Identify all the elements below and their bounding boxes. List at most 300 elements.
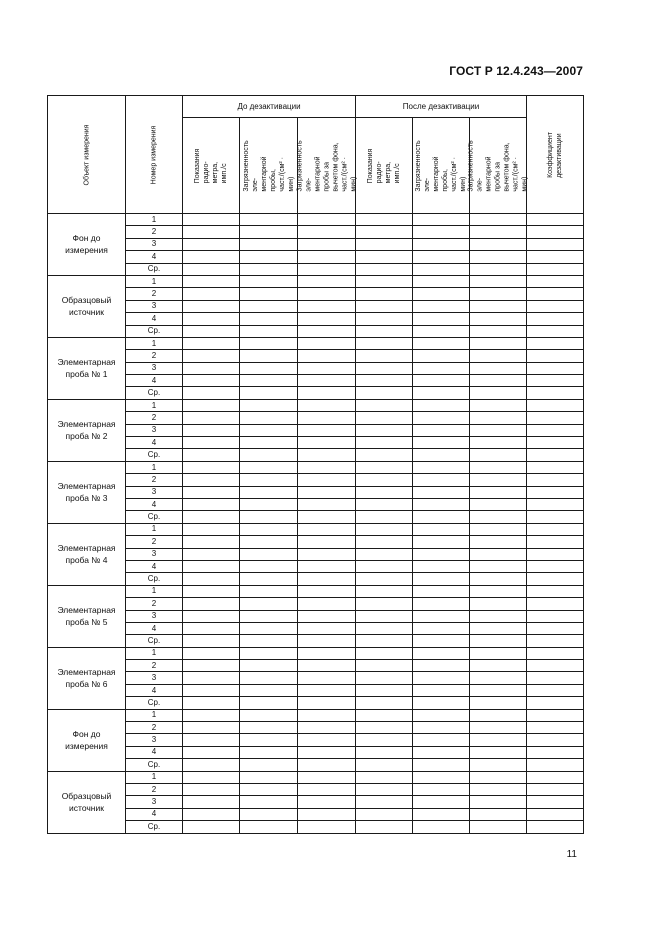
value-cell xyxy=(183,424,240,436)
value-cell xyxy=(413,573,470,585)
value-cell xyxy=(240,783,298,795)
measurement-number-cell: 2 xyxy=(126,350,183,362)
value-cell xyxy=(356,375,413,387)
table-row xyxy=(48,647,584,659)
value-cell xyxy=(470,437,527,449)
value-cell xyxy=(298,622,356,634)
value-cell xyxy=(356,722,413,734)
value-cell xyxy=(470,226,527,238)
value-cell xyxy=(240,734,298,746)
value-cell xyxy=(413,808,470,820)
table-row xyxy=(48,350,584,362)
value-cell xyxy=(470,313,527,325)
value-cell xyxy=(356,275,413,287)
value-cell xyxy=(356,474,413,486)
table-row xyxy=(48,387,584,399)
value-cell xyxy=(356,635,413,647)
measurement-number-cell: Ср. xyxy=(126,635,183,647)
value-cell xyxy=(240,399,298,411)
value-cell xyxy=(240,684,298,696)
value-cell xyxy=(356,697,413,709)
value-cell xyxy=(413,746,470,758)
value-cell xyxy=(240,672,298,684)
measurement-number-cell: 4 xyxy=(126,498,183,510)
measurement-number-cell: 1 xyxy=(126,275,183,287)
value-cell xyxy=(527,548,584,560)
table-row xyxy=(48,325,584,337)
value-cell xyxy=(527,523,584,535)
value-cell xyxy=(298,523,356,535)
value-cell xyxy=(240,722,298,734)
value-cell xyxy=(356,325,413,337)
value-cell xyxy=(527,461,584,473)
value-cell xyxy=(413,399,470,411)
value-cell xyxy=(298,821,356,833)
value-cell xyxy=(470,399,527,411)
value-cell xyxy=(527,498,584,510)
value-cell xyxy=(356,759,413,771)
header-before-contamination-net xyxy=(298,118,356,214)
value-cell xyxy=(470,350,527,362)
table-row xyxy=(48,337,584,349)
value-cell xyxy=(470,660,527,672)
value-cell xyxy=(470,412,527,424)
value-cell xyxy=(183,722,240,734)
value-cell xyxy=(183,684,240,696)
value-cell xyxy=(240,300,298,312)
value-cell xyxy=(183,635,240,647)
value-cell xyxy=(527,300,584,312)
value-cell xyxy=(298,375,356,387)
value-cell xyxy=(413,412,470,424)
value-cell xyxy=(240,610,298,622)
value-cell xyxy=(240,313,298,325)
value-cell xyxy=(298,672,356,684)
value-cell xyxy=(240,759,298,771)
value-cell xyxy=(240,486,298,498)
value-cell xyxy=(470,746,527,758)
measurement-number-cell: 1 xyxy=(126,647,183,659)
value-cell xyxy=(470,734,527,746)
value-cell xyxy=(240,238,298,250)
value-cell xyxy=(413,684,470,696)
table-row xyxy=(48,461,584,473)
value-cell xyxy=(356,783,413,795)
value-cell xyxy=(240,474,298,486)
value-cell xyxy=(356,461,413,473)
measurement-number-cell: 4 xyxy=(126,684,183,696)
table-row xyxy=(48,523,584,535)
table-row xyxy=(48,560,584,572)
value-cell xyxy=(240,796,298,808)
value-cell xyxy=(413,610,470,622)
value-cell xyxy=(470,672,527,684)
object-cell: Элементарная проба № 1 xyxy=(48,337,126,399)
measurement-number-cell: 2 xyxy=(126,536,183,548)
value-cell xyxy=(470,647,527,659)
value-cell xyxy=(413,560,470,572)
value-cell xyxy=(183,474,240,486)
value-cell xyxy=(298,560,356,572)
value-cell xyxy=(413,722,470,734)
value-cell xyxy=(413,275,470,287)
measurement-number-cell: 1 xyxy=(126,523,183,535)
value-cell xyxy=(527,635,584,647)
value-cell xyxy=(527,684,584,696)
value-cell xyxy=(356,796,413,808)
value-cell xyxy=(183,560,240,572)
header-after-reading-label: Показания радио- метра, имп./с xyxy=(367,148,402,183)
measurement-number-cell: 3 xyxy=(126,362,183,374)
value-cell xyxy=(527,263,584,275)
value-cell xyxy=(470,288,527,300)
measurement-number-cell: 1 xyxy=(126,585,183,597)
measurement-number-cell: 2 xyxy=(126,226,183,238)
value-cell xyxy=(470,486,527,498)
measurement-number-cell: 4 xyxy=(126,622,183,634)
value-cell xyxy=(527,375,584,387)
value-cell xyxy=(298,709,356,721)
value-cell xyxy=(183,598,240,610)
value-cell xyxy=(470,684,527,696)
value-cell xyxy=(413,498,470,510)
table-row xyxy=(48,610,584,622)
value-cell xyxy=(527,783,584,795)
value-cell xyxy=(298,461,356,473)
table-row xyxy=(48,672,584,684)
value-cell xyxy=(183,771,240,783)
value-cell xyxy=(298,214,356,226)
value-cell xyxy=(298,796,356,808)
value-cell xyxy=(527,746,584,758)
value-cell xyxy=(183,585,240,597)
value-cell xyxy=(413,362,470,374)
value-cell xyxy=(470,722,527,734)
value-cell xyxy=(413,635,470,647)
value-cell xyxy=(183,734,240,746)
value-cell xyxy=(527,697,584,709)
value-cell xyxy=(413,424,470,436)
value-cell xyxy=(298,275,356,287)
value-cell xyxy=(183,709,240,721)
value-cell xyxy=(356,734,413,746)
value-cell xyxy=(356,771,413,783)
measurement-number-cell: Ср. xyxy=(126,325,183,337)
value-cell xyxy=(240,375,298,387)
value-cell xyxy=(413,672,470,684)
value-cell xyxy=(470,548,527,560)
value-cell xyxy=(298,573,356,585)
table-row xyxy=(48,585,584,597)
value-cell xyxy=(470,523,527,535)
value-cell xyxy=(470,622,527,634)
measurement-number-cell: 1 xyxy=(126,461,183,473)
value-cell xyxy=(527,573,584,585)
value-cell xyxy=(240,337,298,349)
value-cell xyxy=(527,734,584,746)
value-cell xyxy=(183,523,240,535)
value-cell xyxy=(527,598,584,610)
table-row xyxy=(48,796,584,808)
table-body xyxy=(48,214,584,834)
measurement-number-cell: 1 xyxy=(126,771,183,783)
measurement-number-cell: 4 xyxy=(126,437,183,449)
measurement-number-cell: Ср. xyxy=(126,511,183,523)
value-cell xyxy=(413,300,470,312)
value-cell xyxy=(527,821,584,833)
value-cell xyxy=(356,598,413,610)
value-cell xyxy=(470,449,527,461)
value-cell xyxy=(298,226,356,238)
value-cell xyxy=(470,796,527,808)
table-row xyxy=(48,511,584,523)
value-cell xyxy=(470,697,527,709)
measurement-number-cell: 4 xyxy=(126,251,183,263)
header-object-label: Объект измерения xyxy=(83,124,90,185)
value-cell xyxy=(240,697,298,709)
value-cell xyxy=(356,387,413,399)
table-row xyxy=(48,660,584,672)
header-after-contamination-label: Загрязненность эле- ментарной пробы, част./(см² · мин) xyxy=(415,139,468,192)
table-row xyxy=(48,251,584,263)
table-row xyxy=(48,263,584,275)
value-cell xyxy=(183,461,240,473)
value-cell xyxy=(356,610,413,622)
header-after-decontamination: После дезактивации xyxy=(356,96,527,118)
value-cell xyxy=(240,709,298,721)
value-cell xyxy=(356,486,413,498)
value-cell xyxy=(183,437,240,449)
value-cell xyxy=(413,660,470,672)
value-cell xyxy=(527,288,584,300)
header-before-contamination xyxy=(240,118,298,214)
value-cell xyxy=(183,511,240,523)
value-cell xyxy=(356,746,413,758)
value-cell xyxy=(470,238,527,250)
table-row xyxy=(48,697,584,709)
value-cell xyxy=(470,573,527,585)
object-cell: Фон до измерения xyxy=(48,214,126,276)
value-cell xyxy=(356,808,413,820)
value-cell xyxy=(240,622,298,634)
value-cell xyxy=(240,412,298,424)
value-cell xyxy=(413,325,470,337)
value-cell xyxy=(527,796,584,808)
value-cell xyxy=(298,783,356,795)
measurement-number-cell: Ср. xyxy=(126,573,183,585)
measurement-number-cell: 3 xyxy=(126,672,183,684)
value-cell xyxy=(356,412,413,424)
value-cell xyxy=(527,722,584,734)
value-cell xyxy=(183,498,240,510)
value-cell xyxy=(413,709,470,721)
table-row xyxy=(48,449,584,461)
value-cell xyxy=(183,350,240,362)
object-cell: Элементарная проба № 5 xyxy=(48,585,126,647)
measurement-number-cell: 3 xyxy=(126,238,183,250)
measurement-number-cell: 1 xyxy=(126,337,183,349)
value-cell xyxy=(183,313,240,325)
measurement-number-cell: 3 xyxy=(126,734,183,746)
value-cell xyxy=(527,536,584,548)
value-cell xyxy=(413,759,470,771)
table-row xyxy=(48,573,584,585)
value-cell xyxy=(470,325,527,337)
value-cell xyxy=(183,746,240,758)
value-cell xyxy=(183,288,240,300)
value-cell xyxy=(298,734,356,746)
value-cell xyxy=(356,263,413,275)
value-cell xyxy=(356,647,413,659)
value-cell xyxy=(298,288,356,300)
value-cell xyxy=(527,424,584,436)
value-cell xyxy=(240,424,298,436)
value-cell xyxy=(413,238,470,250)
value-cell xyxy=(527,214,584,226)
value-cell xyxy=(470,461,527,473)
value-cell xyxy=(240,461,298,473)
table-row xyxy=(48,536,584,548)
object-cell: Образцовый источник xyxy=(48,771,126,833)
value-cell xyxy=(413,697,470,709)
value-cell xyxy=(470,498,527,510)
value-cell xyxy=(413,486,470,498)
value-cell xyxy=(356,350,413,362)
header-after-reading xyxy=(356,118,413,214)
value-cell xyxy=(527,622,584,634)
measurement-number-cell: 2 xyxy=(126,783,183,795)
value-cell xyxy=(356,573,413,585)
table-row xyxy=(48,759,584,771)
value-cell xyxy=(413,251,470,263)
value-cell xyxy=(413,598,470,610)
value-cell xyxy=(240,288,298,300)
table-row xyxy=(48,635,584,647)
measurement-number-cell: 3 xyxy=(126,548,183,560)
value-cell xyxy=(183,337,240,349)
value-cell xyxy=(413,511,470,523)
measurement-number-cell: 3 xyxy=(126,486,183,498)
value-cell xyxy=(527,350,584,362)
value-cell xyxy=(298,684,356,696)
value-cell xyxy=(240,548,298,560)
table-row xyxy=(48,226,584,238)
measurement-number-cell: 4 xyxy=(126,313,183,325)
measurement-number-cell: 4 xyxy=(126,375,183,387)
measurement-number-cell: 2 xyxy=(126,722,183,734)
value-cell xyxy=(470,585,527,597)
value-cell xyxy=(413,523,470,535)
value-cell xyxy=(298,362,356,374)
value-cell xyxy=(183,610,240,622)
value-cell xyxy=(527,275,584,287)
table-row xyxy=(48,709,584,721)
value-cell xyxy=(470,783,527,795)
document-code: ГОСТ Р 12.4.243—2007 xyxy=(449,64,583,78)
value-cell xyxy=(470,375,527,387)
value-cell xyxy=(527,337,584,349)
value-cell xyxy=(183,412,240,424)
value-cell xyxy=(356,362,413,374)
table-row xyxy=(48,783,584,795)
table-row xyxy=(48,486,584,498)
value-cell xyxy=(470,387,527,399)
value-cell xyxy=(470,635,527,647)
value-cell xyxy=(183,300,240,312)
value-cell xyxy=(527,362,584,374)
table-row xyxy=(48,437,584,449)
value-cell xyxy=(470,598,527,610)
value-cell xyxy=(413,821,470,833)
header-number-label: Номер измерения xyxy=(150,125,158,184)
value-cell xyxy=(240,647,298,659)
value-cell xyxy=(298,238,356,250)
value-cell xyxy=(527,560,584,572)
value-cell xyxy=(298,325,356,337)
value-cell xyxy=(413,387,470,399)
value-cell xyxy=(183,387,240,399)
measurement-number-cell: 2 xyxy=(126,288,183,300)
value-cell xyxy=(527,325,584,337)
value-cell xyxy=(240,771,298,783)
header-after-contamination-net xyxy=(467,118,529,214)
header-after-contamination xyxy=(413,118,470,214)
table-header xyxy=(48,96,584,214)
value-cell xyxy=(183,573,240,585)
header-after-contamination-net-label: Загрязненность эле- ментарной пробы за вычетом фона, част./(см² · мин) xyxy=(467,139,529,192)
object-cell: Элементарная проба № 2 xyxy=(48,399,126,461)
value-cell xyxy=(356,424,413,436)
value-cell xyxy=(298,263,356,275)
value-cell xyxy=(527,313,584,325)
value-cell xyxy=(298,399,356,411)
header-before-decontamination: До дезактивации xyxy=(183,96,356,118)
value-cell xyxy=(413,337,470,349)
value-cell xyxy=(527,449,584,461)
object-cell: Элементарная проба № 3 xyxy=(48,461,126,523)
value-cell xyxy=(183,325,240,337)
value-cell xyxy=(413,226,470,238)
object-cell: Образцовый источник xyxy=(48,275,126,337)
value-cell xyxy=(183,672,240,684)
value-cell xyxy=(240,251,298,263)
value-cell xyxy=(298,771,356,783)
value-cell xyxy=(240,821,298,833)
value-cell xyxy=(240,498,298,510)
value-cell xyxy=(470,610,527,622)
value-cell xyxy=(183,486,240,498)
value-cell xyxy=(298,746,356,758)
value-cell xyxy=(298,486,356,498)
value-cell xyxy=(470,251,527,263)
table-row xyxy=(48,746,584,758)
value-cell xyxy=(356,226,413,238)
value-cell xyxy=(240,560,298,572)
value-cell xyxy=(240,598,298,610)
value-cell xyxy=(183,548,240,560)
table-row xyxy=(48,622,584,634)
value-cell xyxy=(527,709,584,721)
value-cell xyxy=(413,474,470,486)
value-cell xyxy=(183,214,240,226)
value-cell xyxy=(298,300,356,312)
value-cell xyxy=(183,759,240,771)
measurement-number-cell: Ср. xyxy=(126,697,183,709)
value-cell xyxy=(413,622,470,634)
value-cell xyxy=(413,585,470,597)
value-cell xyxy=(470,560,527,572)
table-row xyxy=(48,300,584,312)
